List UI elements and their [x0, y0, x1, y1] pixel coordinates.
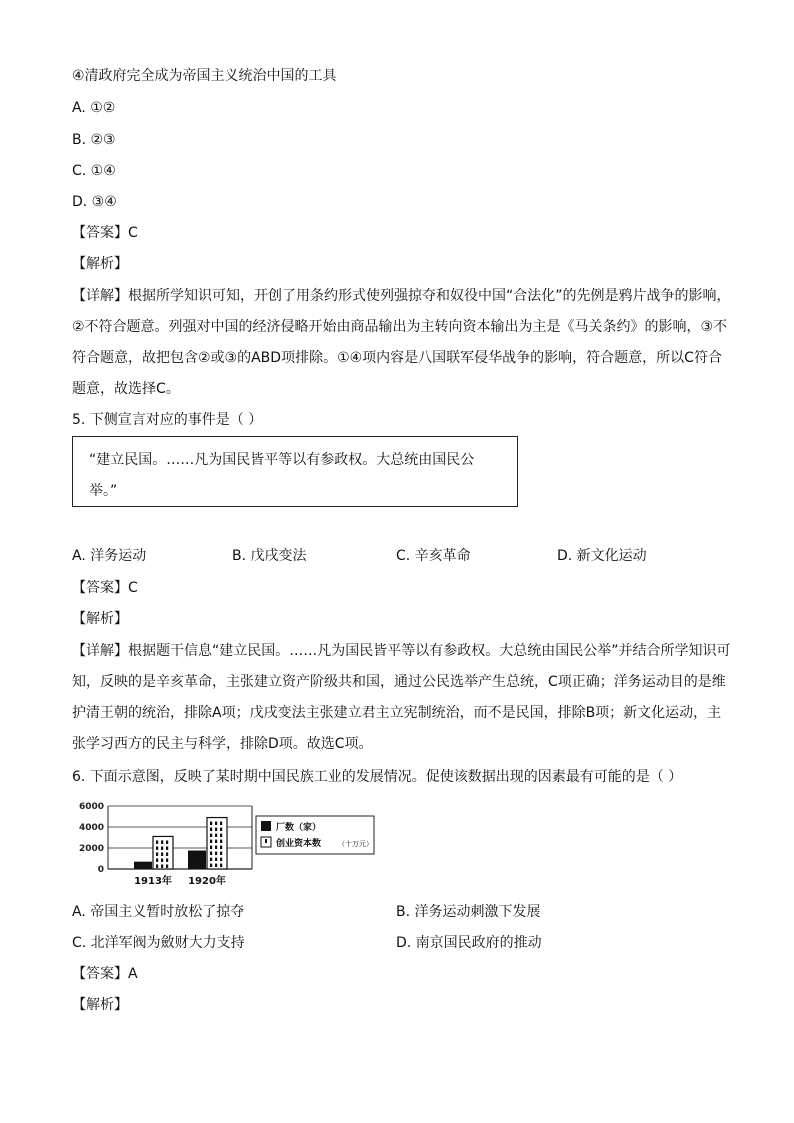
chart-ytick-label: 2000 [78, 844, 104, 854]
chart-bar-window [215, 822, 217, 826]
q6-option-d: D. 南京国民政府的推动 [396, 935, 542, 951]
q5-option-b: B. 戊戌变法 [232, 548, 307, 564]
q6-chart [72, 796, 382, 888]
q5-answer: 【答案】C [72, 580, 138, 596]
chart-bar-window [210, 858, 212, 862]
q6-option-c: C. 北洋军阀为斂财大力支持 [72, 935, 245, 951]
chart-bar-window [161, 840, 163, 844]
chart-legend-unit: （十万元） [338, 840, 373, 848]
chart-bar-window [210, 840, 212, 844]
q4-analysis-label: 【解析】 [72, 256, 128, 272]
q5-detail: 【详解】根据题干信息“建立民国。……凡为国民皆平等以有参政权。大总统由国民公举”并结合所学知识可知，反映的是辛亥革命，主张建立资产阶级共和国，通过公民选举产生总统，C项正确；洋务运动目的是维护清王朝的统治，排除A项；戊戌变法主张建立君主立宪制统治，而不是民国，排除B项；新文化运动，主张学习西方的民主与科学，排除D项。故选C项。 [72, 643, 731, 752]
q4-detail: 【详解】根据所学知识可知，开创了用条约形式使列强掠夺和奴役中国“合法化”的先例是鸦片战争的影响，②不符合题意。列强对中国的经济侵略开始由商品输出为主转向资本输出为主是《马关条约》的影响，③不符合题意，故把包含②或③的ABD项排除。①④项内容是八国联军侵华战争的影响，符合题意，所以C符合题意，故选择C。 [72, 288, 731, 397]
chart-bar-window [156, 864, 158, 868]
chart-bar-window [156, 840, 158, 844]
q6-analysis-label: 【解析】 [72, 997, 128, 1013]
chart-legend-label-capital: 创业资本数 [276, 839, 322, 849]
q4-option-d: D. ③④ [72, 194, 117, 210]
chart-legend-swatch-factories [261, 821, 271, 831]
chart-bar-factories [188, 851, 206, 869]
q4-option-c: C. ①④ [72, 163, 116, 179]
q6-option-b: B. 洋务运动刺激下发展 [396, 904, 541, 920]
chart-bar-window [215, 852, 217, 856]
q6-answer: 【答案】A [72, 966, 138, 982]
chart-bar-window [220, 864, 222, 868]
chart-bar-window [215, 846, 217, 850]
chart-bar-window [161, 864, 163, 868]
q5-question: 5. 下侧宣言对应的事件是（ ） [72, 412, 263, 428]
chart-bar-window [220, 822, 222, 826]
chart-bar-window [210, 846, 212, 850]
chart-bar-window [220, 846, 222, 850]
q6-option-a: A. 帝国主义暂时放松了掠夺 [72, 904, 245, 920]
chart-legend-swatch-window [265, 839, 267, 843]
chart-bar-window [210, 828, 212, 832]
chart-bar-factories [134, 862, 152, 869]
chart-bar-window [156, 852, 158, 856]
q5-quote-box [72, 436, 518, 507]
chart-bar-window [215, 858, 217, 862]
chart-bar-window [215, 828, 217, 832]
chart-bar-window [210, 822, 212, 826]
chart-bar-window [215, 840, 217, 844]
q5-option-d: D. 新文化运动 [557, 548, 647, 564]
chart-bar-window [161, 858, 163, 862]
q4-answer: 【答案】C [72, 225, 138, 241]
chart-legend-label-factories: 厂数（家） [276, 823, 322, 833]
chart-xtick-label: 1913年 [134, 876, 172, 887]
q5-option-c: C. 辛亥革命 [396, 548, 471, 564]
chart-bar-window [210, 852, 212, 856]
chart-bar-window [166, 846, 168, 850]
chart-bar-window [220, 858, 222, 862]
chart-bar-capital [207, 818, 227, 869]
q5-analysis-label: 【解析】 [72, 611, 128, 627]
q6-question: 6. 下面示意图，反映了某时期中国民族工业的发展情况。促使该数据出现的因素最有可能的是（ ） [72, 769, 683, 785]
q4-item-4: ④清政府完全成为帝国主义统治中国的工具 [72, 68, 337, 84]
chart-bar-window [210, 834, 212, 838]
chart-bar-window [166, 864, 168, 868]
chart-ytick-label: 6000 [78, 802, 104, 812]
chart-bar-window [220, 840, 222, 844]
chart-ytick-label: 0 [97, 865, 104, 875]
chart-bar-window [166, 840, 168, 844]
chart-bar-window [156, 846, 158, 850]
q5-quote-text: “建立民国。……凡为国民皆平等以有参政权。大总统由国民公举。” [89, 452, 475, 499]
chart-bar-window [215, 834, 217, 838]
chart-bar-window [210, 864, 212, 868]
chart-bar-window [166, 858, 168, 862]
chart-bar-window [166, 852, 168, 856]
chart-bar-window [215, 864, 217, 868]
q4-option-b: B. ②③ [72, 132, 116, 148]
chart-bar-window [220, 834, 222, 838]
chart-ytick-label: 4000 [78, 823, 104, 833]
chart-bar-window [220, 828, 222, 832]
q4-option-a: A. ①② [72, 100, 116, 116]
q5-option-a: A. 洋务运动 [72, 548, 147, 564]
chart-xtick-label: 1920年 [188, 876, 226, 887]
chart-bar-window [156, 858, 158, 862]
chart-bar-window [161, 852, 163, 856]
chart-bar-window [220, 852, 222, 856]
chart-bar-window [161, 846, 163, 850]
